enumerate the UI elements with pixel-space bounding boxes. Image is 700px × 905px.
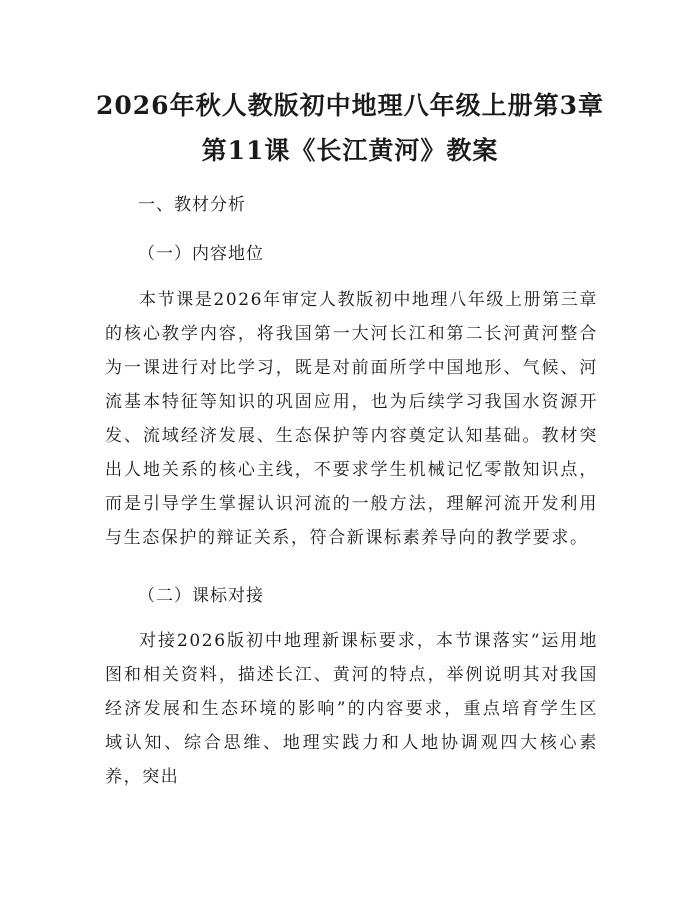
paragraph-curriculum-alignment: 对接2026版初中地理新课标要求，本节课落实“运用地图和相关资料，描述长江、黄河的特点，举例说明其对我国经济发展和生态环境的影响”的内容要求，重点培育学生区域认知、综合思维、地理实践力和人地协调观四大核心素养，突出 (105, 631, 598, 787)
document-title-line-1: 2026年秋人教版初中地理八年级上册第3章 (96, 91, 604, 120)
section-heading-textbook-analysis: 一、教材分析 (138, 195, 246, 215)
subsection-heading-content-position: （一）内容地位 (138, 244, 264, 264)
subsection-heading-curriculum-alignment: （二）课标对接 (138, 586, 264, 606)
document-title-line-2: 第11课《长江黄河》教案 (201, 136, 499, 165)
paragraph-content-position: 本节课是2026年审定人教版初中地理八年级上册第三章的核心教学内容，将我国第一大河长江和第二长河黄河整合为一课进行对比学习，既是对前面所学中国地形、气候、河流基本特征等知识的巩固应用，也为后续学习我国水资源开发、流域经济发展、生态保护等内容奠定认知基础。教材突出人地关系的核心主线，不要求学生机械记忆零散知识点，而是引导学生掌握认识河流的一般方法，理解河流开发利用与生态保护的辩证关系，符合新课标素养导向的教学要求。 (105, 290, 598, 548)
